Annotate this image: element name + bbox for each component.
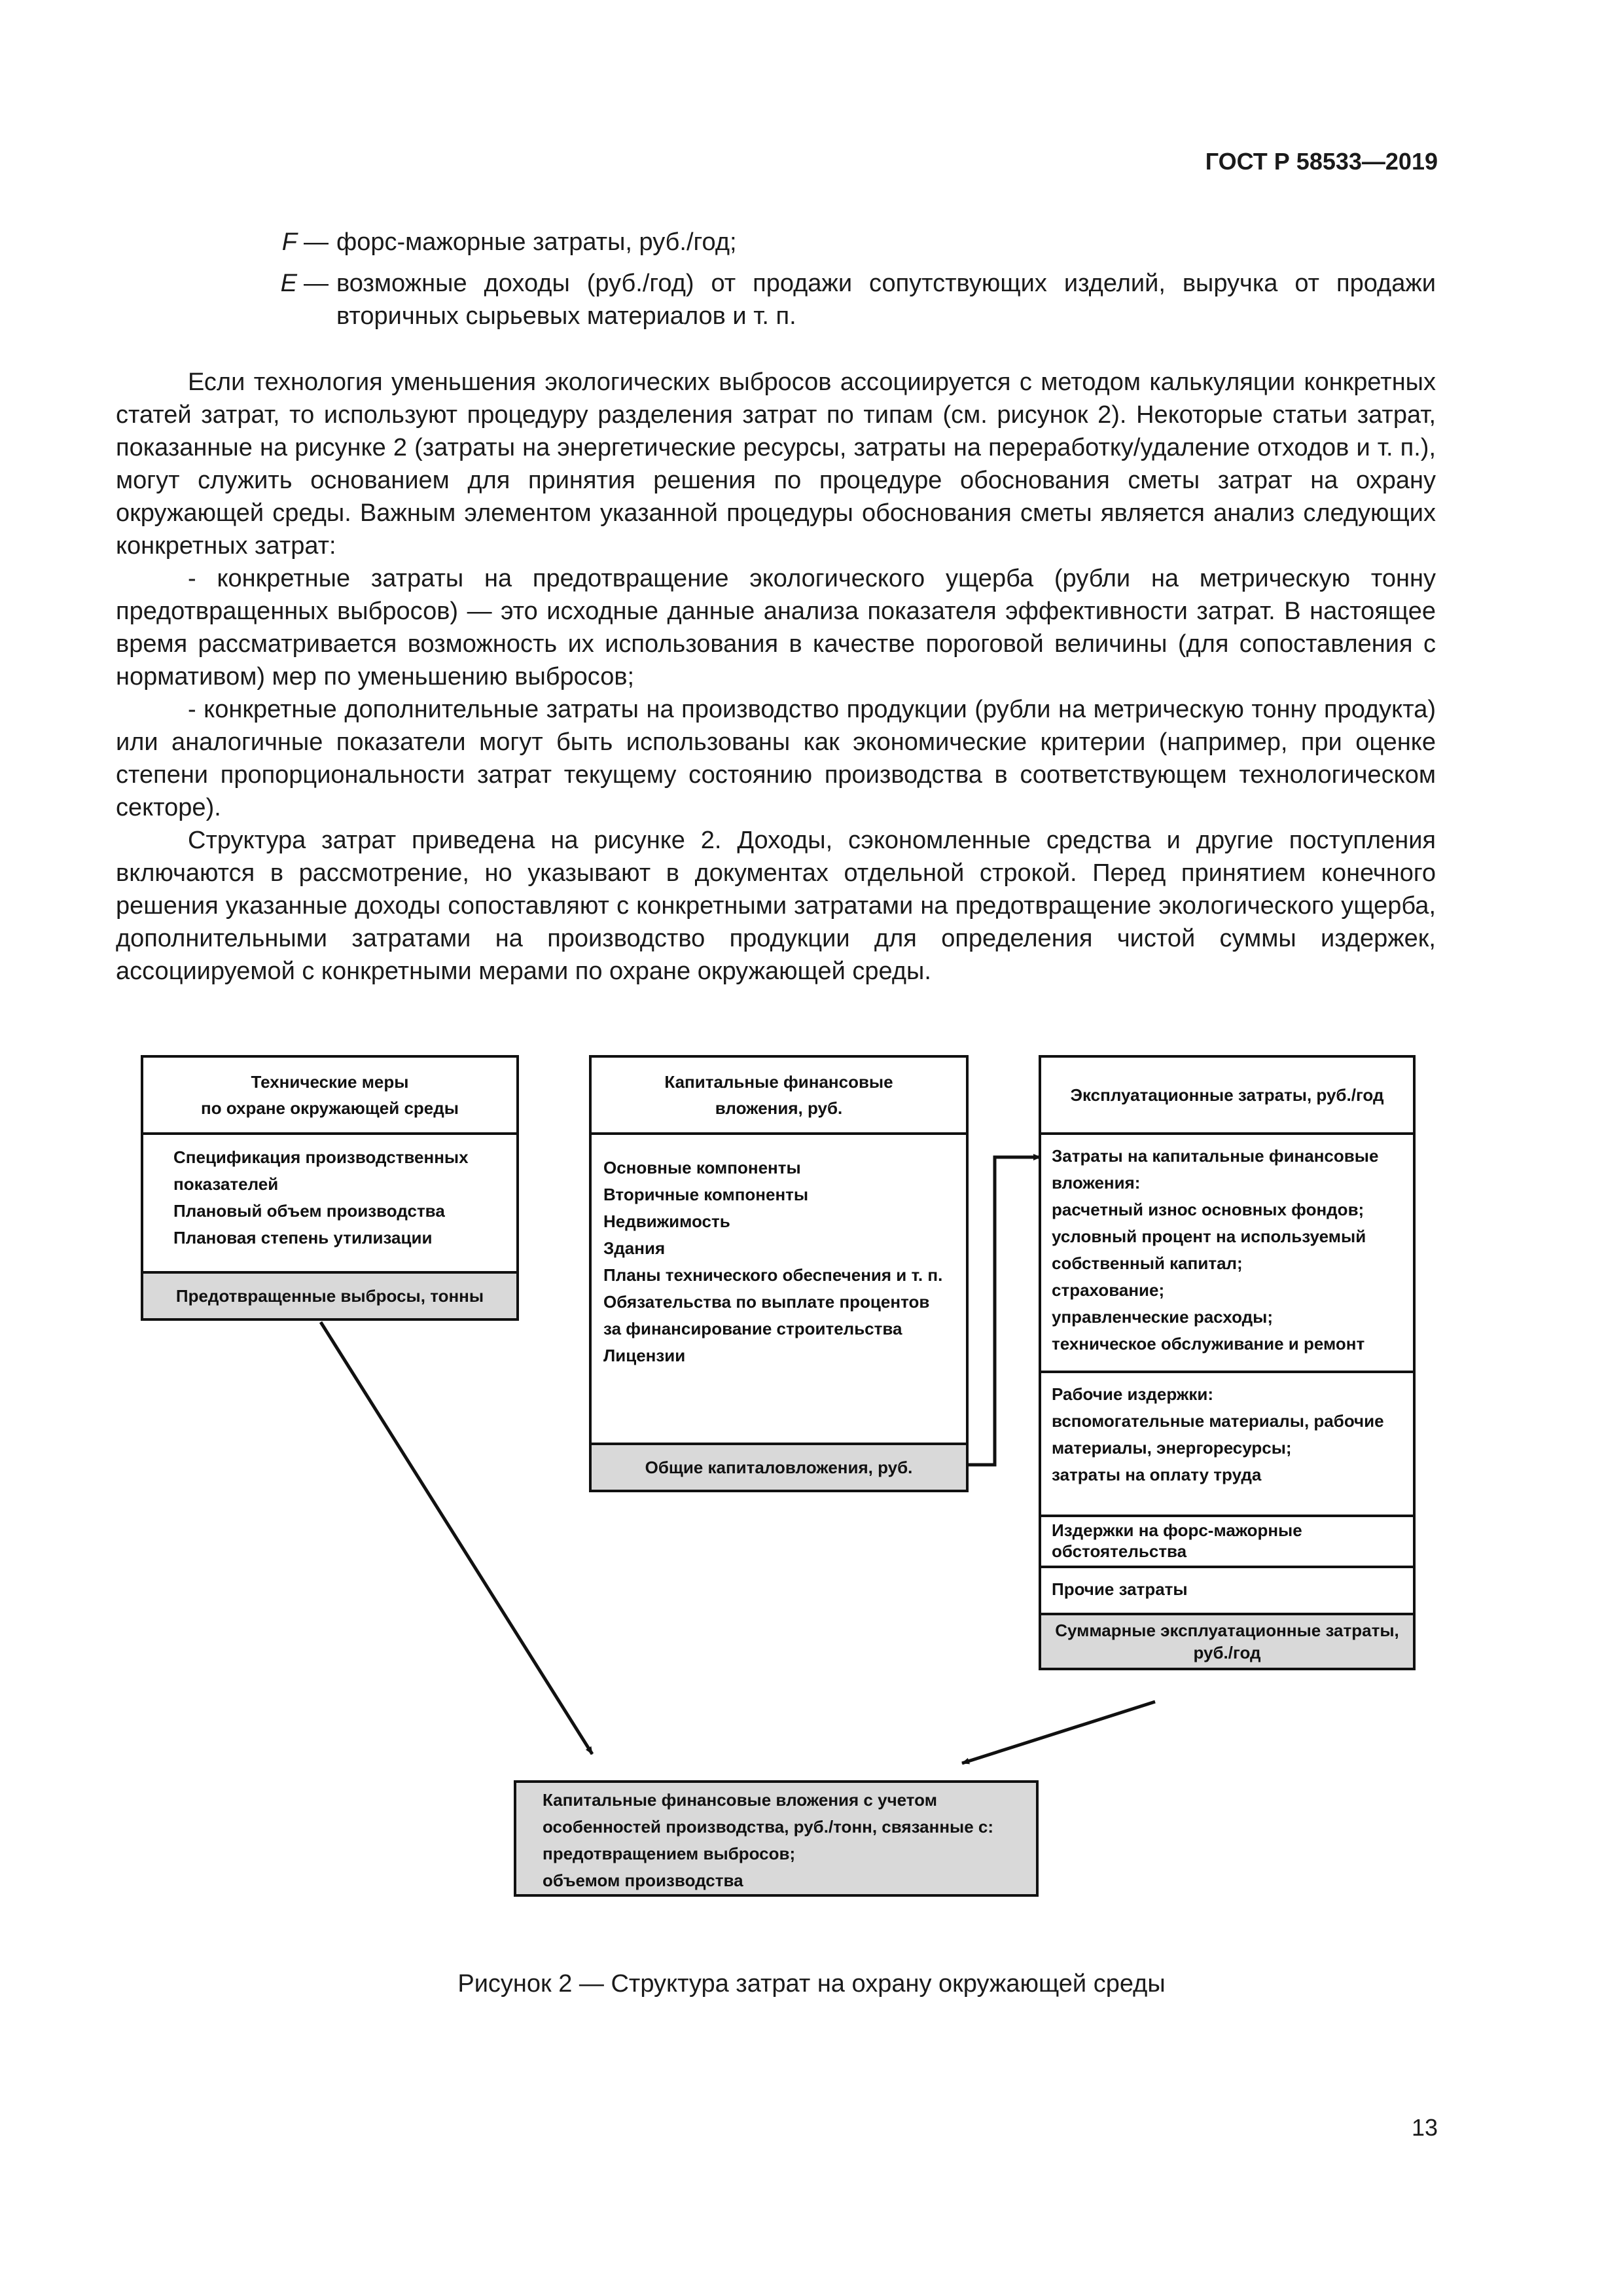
footer-line: Суммарные эксплуатационные затраты, bbox=[1055, 1621, 1399, 1640]
box-title-line: Капитальные финансовые bbox=[664, 1072, 893, 1092]
operating-section-capital bbox=[1041, 1135, 1413, 1357]
list-line: Спецификация производственных bbox=[173, 1147, 469, 1167]
operating-costs-box bbox=[1039, 1055, 1416, 1670]
capital-investment-box bbox=[589, 1055, 969, 1492]
box-title: Эксплуатационные затраты, руб./год bbox=[1041, 1058, 1413, 1135]
result-box bbox=[514, 1780, 1039, 1897]
definition-dash: — bbox=[304, 228, 329, 256]
list-line: Лицензии bbox=[603, 1346, 686, 1365]
definition-text: возможные доходы (руб./год) от продажи сопутствующих изделий, выручка от продажи вторичных сырьевых материалов и т. п. bbox=[336, 270, 1436, 330]
box-list bbox=[516, 1783, 1036, 1894]
list-line: особенностей производства, руб./тонн, связанные с: bbox=[543, 1817, 994, 1837]
list-line: Вторичные компоненты bbox=[603, 1185, 809, 1204]
list-line: Основные компоненты bbox=[603, 1158, 801, 1177]
figure-caption: Рисунок 2 — Структура затрат на охрану окружающей среды bbox=[457, 1970, 1166, 1998]
paragraph-2: Структура затрат приведена на рисунке 2. Доходы, сэкономленные средства и другие поступления включаются в рассмотрение, но указывают в документах отдельной строкой. Перед принятием конечного решения указанные доходы сопоставляют с конкретными затратами на предотвращение экологического ущерба, дополнительными затратами на производство продукции для определения чистой суммы издержек, ассоциируемой с конкретными мерами по охране окружающей среды. bbox=[116, 827, 1436, 985]
box-footer: Общие капиталовложения, руб. bbox=[592, 1443, 966, 1490]
list-line: Плановая степень утилизации bbox=[173, 1228, 433, 1247]
list-line: Плановый объем производства bbox=[173, 1201, 445, 1221]
list-line: Рабочие издержки: bbox=[1052, 1384, 1214, 1404]
list-line: Планы технического обеспечения и т. п. bbox=[603, 1265, 943, 1285]
list-line: обстоятельства bbox=[1052, 1541, 1187, 1561]
list-line: затраты на оплату труда bbox=[1052, 1465, 1262, 1484]
box-title-line: по охране окружающей среды bbox=[201, 1098, 459, 1118]
list-line: показателей bbox=[173, 1174, 279, 1194]
operating-section-force-majeure bbox=[1041, 1515, 1413, 1562]
definition-symbol: F bbox=[281, 228, 297, 256]
box-title-line: вложения, руб. bbox=[715, 1098, 843, 1118]
list-line: Затраты на капитальные финансовые bbox=[1052, 1146, 1379, 1166]
list-line: управленческие расходы; bbox=[1052, 1307, 1274, 1327]
list-line: собственный капитал; bbox=[1052, 1253, 1243, 1273]
list-line: Обязательства по выплате процентов bbox=[603, 1292, 930, 1312]
list-line: страхование; bbox=[1052, 1280, 1165, 1300]
list-item-2: - конкретные дополнительные затраты на производство продукции (рубли на метрическую тонну продукта) или аналогичные показатели могут быть использованы как экономические критерии (например, при оценке степени пропорциональности затрат текущему состоянию производства в соответствующем технологическом секторе). bbox=[116, 696, 1436, 821]
list-line: вложения: bbox=[1052, 1173, 1141, 1193]
list-line: предотвращением выбросов; bbox=[543, 1844, 796, 1863]
box-title-line: Технические меры bbox=[251, 1072, 409, 1092]
list-item-1: - конкретные затраты на предотвращение экологического ущерба (рубли на метрическую тонну предотвращенных выбросов) — это исходные данные анализа показателя эффективности затрат. В настоящее время рассматривается возможность их использования в качестве пороговой величины (для сопоставления с нормативом) мер по уменьшению выбросов; bbox=[116, 565, 1436, 691]
box-title bbox=[592, 1058, 966, 1135]
list-line: Недвижимость bbox=[603, 1211, 730, 1231]
list-line: расчетный износ основных фондов; bbox=[1052, 1200, 1364, 1219]
box-footer: Предотвращенные выбросы, тонны bbox=[143, 1271, 516, 1318]
box-title bbox=[143, 1058, 516, 1135]
list-line: Издержки на форс-мажорные bbox=[1052, 1520, 1302, 1540]
list-line: условный процент на используемый bbox=[1052, 1227, 1366, 1246]
page-number: 13 bbox=[1411, 2114, 1438, 2141]
list-line: Капитальные финансовые вложения с учетом bbox=[543, 1790, 937, 1810]
definition-text: форс-мажорные затраты, руб./год; bbox=[336, 228, 737, 256]
list-line: за финансирование строительства bbox=[603, 1319, 902, 1338]
footer-line: руб./год bbox=[1193, 1643, 1261, 1662]
technical-measures-box bbox=[141, 1055, 519, 1321]
list-line: вспомогательные материалы, рабочие bbox=[1052, 1411, 1384, 1431]
definition-dash: — bbox=[304, 270, 329, 297]
box-list bbox=[592, 1143, 966, 1369]
box-footer bbox=[1041, 1613, 1413, 1668]
list-line: техническое обслуживание и ремонт bbox=[1052, 1334, 1365, 1354]
list-line: материалы, энергоресурсы; bbox=[1052, 1438, 1292, 1458]
document-id: ГОСТ Р 58533—2019 bbox=[1205, 148, 1438, 175]
box-list bbox=[143, 1132, 516, 1251]
list-line: объемом производства bbox=[543, 1871, 743, 1890]
operating-section-working bbox=[1041, 1371, 1413, 1488]
list-line: Здания bbox=[603, 1238, 666, 1258]
paragraph-1: Если технология уменьшения экологических выбросов ассоциируется с методом калькуляции конкретных статей затрат, то используют процедуру разделения затрат по типам (см. рисунок 2). Некоторые статьи затрат, показанные на рисунке 2 (затраты на энергетические ресурсы, затраты на переработку/удаление отходов и т. п.), могут служить основанием для принятия решения по процедуре обоснования сметы затрат на охрану окружающей среды. Важным элементом указанной процедуры обоснования сметы является анализ следующих конкретных затрат: bbox=[116, 368, 1436, 560]
definition-symbol: E bbox=[280, 270, 297, 297]
operating-section-other: Прочие затраты bbox=[1041, 1566, 1413, 1603]
